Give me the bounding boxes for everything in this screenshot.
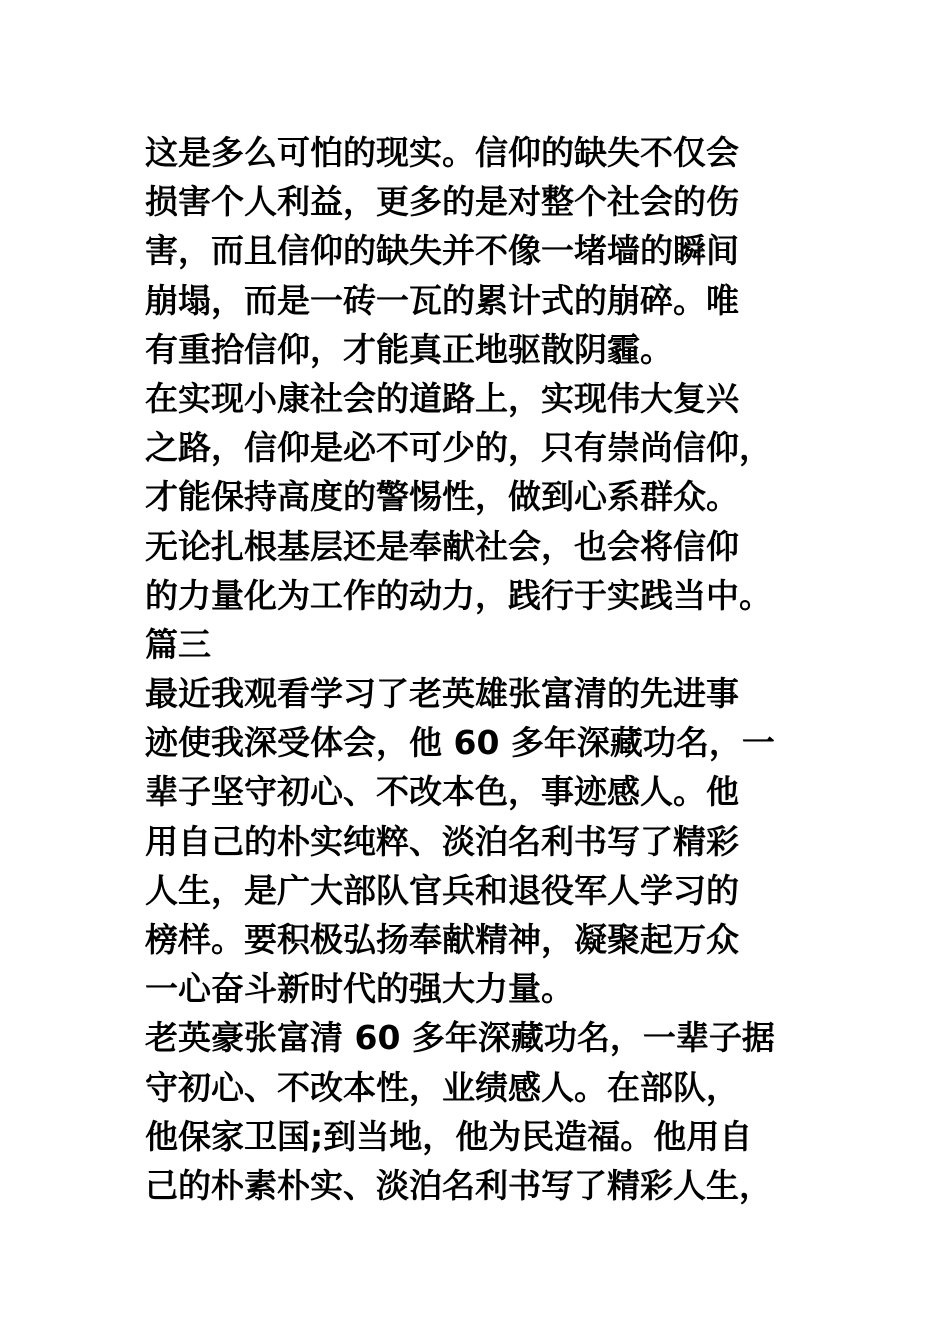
text-line: 才能保持高度的警惕性，做到心系群众。 [145, 477, 739, 517]
text-line: 最近我观看学习了老英雄张富清的先进事 [145, 674, 739, 714]
text-line: 害，而且信仰的缺失并不像一堵墙的瞬间 [145, 231, 739, 271]
text-line: 之路，信仰是必不可少的，只有崇尚信仰， [145, 428, 772, 468]
text-line: 一心奋斗新时代的强大力量。 [145, 969, 574, 1009]
text-line: 损害个人利益，更多的是对整个社会的伤 [145, 182, 739, 222]
text-line: 守初心、不改本性，业绩感人。在部队， [145, 1067, 739, 1107]
text-line: 辈子坚守初心、不改本色，事迹感人。他 [145, 772, 739, 812]
text-line: 无论扎根基层还是奉献社会，也会将信仰 [145, 526, 739, 566]
document-body [145, 128, 805, 1210]
text-line: 迹使我深受体会，他 60 多年深藏功名，一 [145, 723, 775, 763]
text-line: 人生，是广大部队官兵和退役军人学习的 [145, 870, 739, 910]
text-line: 他保家卫国;到当地，他为民造福。他用自 [145, 1116, 753, 1156]
section-heading: 篇三 [145, 624, 211, 664]
text-line: 用自己的朴实纯粹、淡泊名利书写了精彩 [145, 821, 739, 861]
text-line: 这是多么可怕的现实。信仰的缺失不仅会 [145, 133, 739, 172]
text-line: 崩塌，而是一砖一瓦的累计式的崩碎。唯 [145, 280, 739, 320]
text-line: 在实现小康社会的道路上，实现伟大复兴 [145, 378, 739, 418]
text-line: 的力量化为工作的动力，践行于实践当中。 [145, 575, 772, 615]
text-line: 己的朴素朴实、淡泊名利书写了精彩人生， [145, 1165, 772, 1205]
text-line: 有重拾信仰，才能真正地驱散阴霾。 [145, 329, 673, 369]
text-line: 老英豪张富清 60 多年深藏功名，一辈子据 [145, 1018, 775, 1058]
text-line: 榜样。要积极弘扬奉献精神，凝聚起万众 [145, 920, 739, 959]
